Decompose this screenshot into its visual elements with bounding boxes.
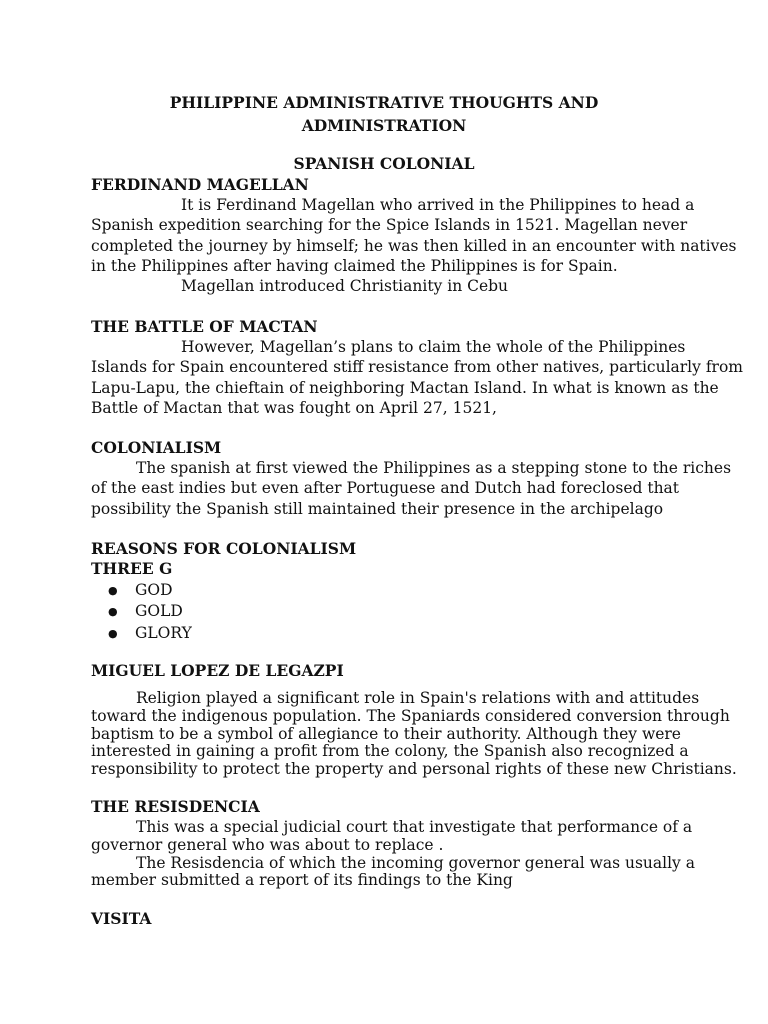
paragraph-line: The Resisdencia of which the incoming governor general was usually a — [136, 853, 695, 872]
paragraph-line: Battle of Mactan that was fought on April 27, 1521, — [91, 398, 497, 417]
paragraph-magellan — [91, 195, 737, 296]
heading-three-g: THREE G — [91, 559, 173, 578]
title-line-1: PHILIPPINE ADMINISTRATIVE THOUGHTS AND — [169, 93, 599, 112]
paragraph-line: toward the indigenous population. The Spaniards considered conversion through — [91, 706, 730, 725]
bullet-list-three-g — [108, 580, 192, 644]
bullet-icon: ● — [108, 584, 118, 597]
paragraph-line: Spanish expedition searching for the Spice Islands in 1521. Magellan never — [91, 216, 688, 235]
heading-reasons-for-colonialism: REASONS FOR COLONIALISM — [91, 539, 357, 558]
list-item: ● GLORY — [108, 623, 192, 644]
heading-ferdinand-magellan: FERDINAND MAGELLAN — [91, 175, 309, 194]
paragraph-line: governor general who was about to replace . — [91, 835, 444, 854]
list-item: ● GOLD — [108, 601, 192, 622]
paragraph-line: Magellan introduced Christianity in Cebu — [181, 277, 509, 296]
paragraph-line: completed the journey by himself; he was then killed in an encounter with natives — [91, 236, 737, 255]
paragraph-line: possibility the Spanish still maintained their presence in the archipelago — [91, 499, 664, 518]
paragraph-line: Religion played a significant role in Spain's relations with and attitudes — [136, 689, 700, 707]
paragraph-line: It is Ferdinand Magellan who arrived in the Philippines to head a — [181, 196, 695, 214]
paragraph-line: The spanish at first viewed the Philippines as a stepping stone to the riches — [136, 459, 732, 477]
heading-the-resisdencia: THE RESISDENCIA — [91, 797, 260, 816]
paragraph-line: However, Magellan’s plans to claim the whole of the Philippines — [181, 338, 686, 356]
paragraph-line: member submitted a report of its findings to the King — [91, 871, 513, 890]
paragraph-legazpi — [91, 689, 737, 779]
paragraph-line: Lapu-Lapu, the chieftain of neighboring Mactan Island. In what is known as the — [91, 378, 719, 397]
paragraph-line: This was a special judicial court that investigate that performance of a — [136, 818, 693, 836]
document-title — [0, 91, 768, 137]
paragraph-line: Islands for Spain encountered stiff resistance from other natives, particularly from — [91, 358, 743, 377]
list-item: ● GOD — [108, 580, 192, 601]
heading-miguel-lopez-de-legazpi: MIGUEL LOPEZ DE LEGAZPI — [91, 661, 344, 680]
paragraph-mactan — [91, 337, 743, 418]
bullet-icon: ● — [108, 605, 118, 619]
title-line-2: ADMINISTRATION — [301, 116, 467, 135]
heading-visita: VISITA — [91, 909, 152, 928]
paragraph-line: in the Philippines after having claimed the Philippines is for Spain. — [91, 256, 618, 275]
paragraph-line: baptism to be a symbol of allegiance to their authority. Although they were — [91, 724, 681, 743]
paragraph-line: of the east indies but even after Portuguese and Dutch had foreclosed that — [91, 479, 680, 498]
heading-colonialism: COLONIALISM — [91, 438, 222, 457]
paragraph-colonialism — [91, 458, 732, 519]
paragraph-resisdencia — [91, 818, 695, 890]
heading-battle-of-mactan: THE BATTLE OF MACTAN — [91, 317, 318, 336]
paragraph-line: responsibility to protect the property and personal rights of these new Christians. — [91, 760, 737, 779]
bullet-icon: ● — [108, 626, 118, 640]
document-subtitle: SPANISH COLONIAL — [293, 154, 475, 173]
paragraph-line: interested in gaining a profit from the colony, the Spanish also recognized a — [91, 742, 689, 761]
